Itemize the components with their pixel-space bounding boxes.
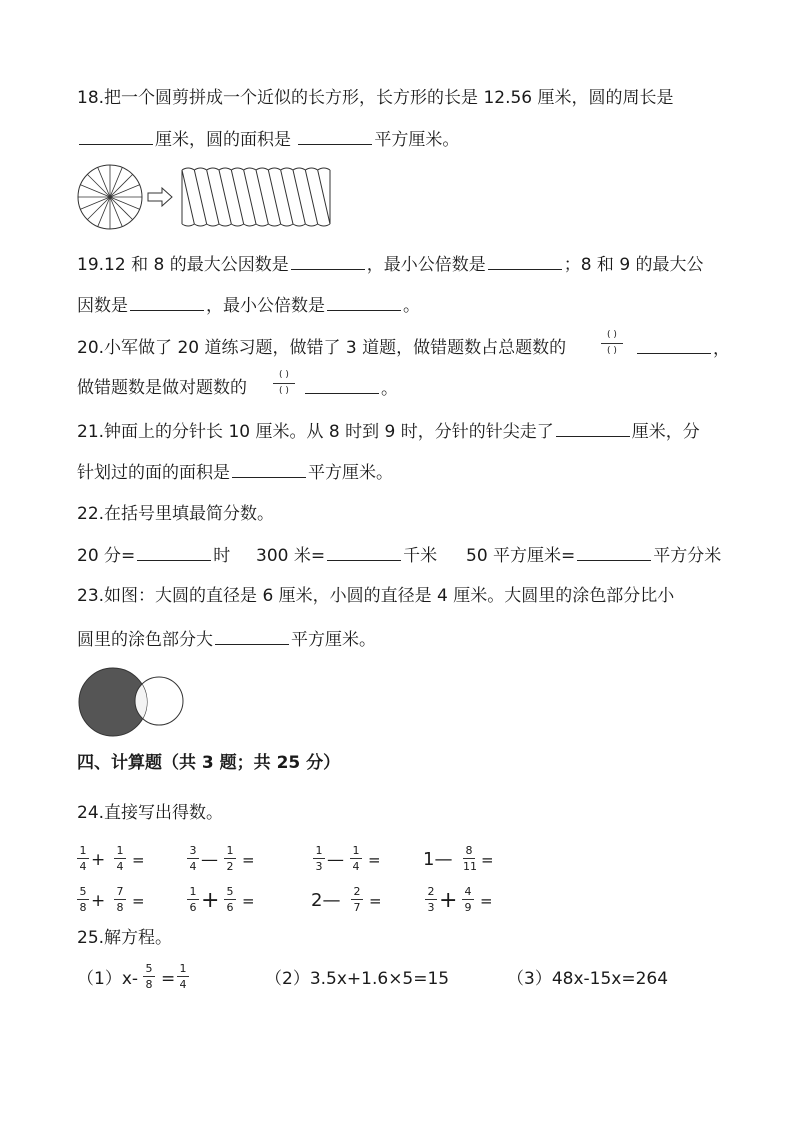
answer-blank[interactable] <box>577 544 651 561</box>
fraction-num: 1 <box>352 844 360 857</box>
fraction-num: 8 <box>465 844 473 857</box>
q20-blank-1 <box>635 337 730 360</box>
operator: + <box>201 888 220 913</box>
q22-item-right: 千米 <box>403 546 438 566</box>
approx-rectangle <box>182 168 330 226</box>
fraction-den: 3 <box>427 901 435 914</box>
fraction-den: 4 <box>179 978 187 991</box>
answer-blank[interactable] <box>327 544 401 561</box>
fraction <box>351 885 363 914</box>
q25-eq2: （2）3.5x+1.6×5=15 <box>265 969 450 989</box>
q19-text-e: ，最小公倍数是 <box>206 296 325 316</box>
q19-text-a: 19.12 和 8 的最大公因数是 <box>77 255 289 275</box>
fraction-den: 8 <box>145 978 153 991</box>
fraction-den: 4 <box>79 860 87 873</box>
equals-sign: = <box>368 851 381 869</box>
operator: — <box>201 850 218 870</box>
fraction-num: 1 <box>116 844 124 857</box>
fraction-num: 7 <box>116 885 124 898</box>
fraction-den: 9 <box>464 901 472 914</box>
fraction-num: 1 <box>315 844 323 857</box>
fraction-den: 4 <box>116 860 124 873</box>
q20-line1 <box>77 337 566 359</box>
q20-blank-2 <box>303 377 398 400</box>
fraction-num: 5 <box>79 885 87 898</box>
fraction <box>114 885 126 914</box>
q23-line1: 23.如图：大圆的直径是 6 厘米，小圆的直径是 4 厘米。大圆里的涂色部分比小 <box>77 586 675 606</box>
fraction-den: 4 <box>352 860 360 873</box>
q19-text-d: 因数是 <box>77 296 128 316</box>
fraction-den: ( ) <box>279 386 289 396</box>
fraction-num: ( ) <box>607 330 617 340</box>
q18-text-b: 平方厘米。 <box>374 130 460 150</box>
operator: — <box>327 850 344 870</box>
q22-title: 22.在括号里填最简分数。 <box>77 504 275 524</box>
q22-item-3 <box>466 544 721 567</box>
fraction-num: 4 <box>464 885 472 898</box>
fraction-placeholder <box>273 369 295 398</box>
fraction-num: 3 <box>189 844 197 857</box>
sector-circle <box>78 165 142 229</box>
answer-blank[interactable] <box>130 294 204 311</box>
q18-line1: 18.把一个圆剪拼成一个近似的长方形，长方形的长是 12.56 厘米，圆的周长是 <box>77 88 674 108</box>
fraction-den: 8 <box>79 901 87 914</box>
answer-blank[interactable] <box>215 628 289 645</box>
answer-blank[interactable] <box>488 253 562 270</box>
q25-eq3: （3）48x-15x=264 <box>507 969 669 989</box>
q23-text-a: 圆里的涂色部分大 <box>77 630 213 650</box>
q21-text-a: 21.钟面上的分针长 10 厘米。从 8 时到 9 时，分针的针尖走了 <box>77 422 554 442</box>
whole-number-minus: 2— <box>311 890 341 911</box>
q24-title: 24.直接写出得数。 <box>77 803 224 823</box>
operator: + <box>91 891 106 911</box>
fraction-num: 1 <box>179 962 187 975</box>
q25-eq1-frac <box>143 962 155 991</box>
equals-sign: = <box>132 892 145 910</box>
q19-text-c: ；8 和 9 的最大公 <box>563 255 704 275</box>
q19-line2 <box>77 294 420 317</box>
fraction-den: 8 <box>116 901 124 914</box>
q22-item-left: 20 分= <box>77 546 136 566</box>
fraction-num: 1 <box>79 844 87 857</box>
fraction <box>350 844 362 873</box>
q20-comma: ， <box>713 339 730 359</box>
fraction <box>187 844 199 873</box>
equals-sign: = <box>242 851 255 869</box>
q19-text-b: ，最小公倍数是 <box>366 255 486 275</box>
fraction-den: 11 <box>463 860 477 873</box>
q19-line1 <box>77 253 704 276</box>
answer-blank[interactable] <box>291 253 365 270</box>
equals-sign: = <box>480 892 493 910</box>
q21-text-d: 平方厘米。 <box>308 463 393 483</box>
q21-line1 <box>77 420 700 443</box>
fraction <box>77 844 89 873</box>
fraction <box>187 885 199 914</box>
fraction-den: 4 <box>189 860 197 873</box>
q18-text-a: 厘米，圆的面积是 <box>155 130 291 150</box>
equals-sign: = <box>132 851 145 869</box>
answer-blank[interactable] <box>327 294 401 311</box>
fraction-num: 2 <box>427 885 435 898</box>
fraction-num: ( ) <box>279 370 289 380</box>
fraction-num: 1 <box>226 844 234 857</box>
q22-item-2 <box>256 544 437 567</box>
q25-eq1-equals: = <box>161 969 176 989</box>
answer-blank[interactable] <box>298 128 372 145</box>
fraction-den: ( ) <box>607 346 617 356</box>
equals-sign: = <box>481 851 494 869</box>
q22-item-left: 50 平方厘米= <box>466 546 576 566</box>
q22-item-right: 平方分米 <box>653 546 722 566</box>
answer-blank[interactable] <box>637 337 711 354</box>
q20-text-a: 20.小军做了 20 道练习题，做错了 3 道题，做错题数占总题数的 <box>77 338 567 358</box>
q22-item-left: 300 米= <box>256 546 326 566</box>
fraction <box>463 844 475 873</box>
fraction-den: 2 <box>226 860 234 873</box>
q25-eq1-rhs <box>177 962 189 991</box>
fraction <box>114 844 126 873</box>
fraction-den: 6 <box>189 901 197 914</box>
answer-blank[interactable] <box>137 544 211 561</box>
fraction-num: 5 <box>226 885 234 898</box>
circle-to-rectangle-figure <box>76 164 336 230</box>
q18-line2 <box>77 128 459 151</box>
fraction <box>425 885 437 914</box>
q22-item-right: 时 <box>213 546 231 566</box>
q20-period: 。 <box>381 379 398 399</box>
fraction-num: 1 <box>189 885 197 898</box>
fraction-num: 2 <box>353 885 361 898</box>
fraction <box>313 844 325 873</box>
q23-text-b: 平方厘米。 <box>291 630 376 650</box>
fraction <box>462 885 474 914</box>
operator: + <box>91 850 106 870</box>
fraction-den: 7 <box>353 901 361 914</box>
fraction-placeholder <box>601 329 623 358</box>
equals-sign: = <box>242 892 255 910</box>
section-heading: 四、计算题（共 3 题；共 25 分） <box>77 753 341 773</box>
overlapping-circles-figure <box>76 666 188 738</box>
q20-line2 <box>77 377 247 399</box>
answer-blank[interactable] <box>305 377 379 394</box>
whole-number-minus: 1— <box>423 849 453 870</box>
fraction <box>224 844 236 873</box>
q21-line2 <box>77 461 393 484</box>
fraction <box>77 885 89 914</box>
q19-text-f: 。 <box>403 296 420 316</box>
q25-eq1-label: （1）x- <box>77 969 139 989</box>
answer-blank[interactable] <box>79 128 153 145</box>
fraction-num: 5 <box>145 962 153 975</box>
answer-blank[interactable] <box>556 420 630 437</box>
fraction-den: 3 <box>315 860 323 873</box>
fraction <box>224 885 236 914</box>
arrow-icon <box>148 188 172 206</box>
q21-text-b: 厘米，分 <box>631 422 700 442</box>
q25-title: 25.解方程。 <box>77 928 173 948</box>
answer-blank[interactable] <box>232 461 306 478</box>
q20-text-b: 做错题数是做对题数的 <box>77 378 247 398</box>
operator: + <box>439 888 458 913</box>
q21-text-c: 针划过的面的面积是 <box>77 463 230 483</box>
q22-item-1 <box>77 544 230 567</box>
fraction-den: 6 <box>226 901 234 914</box>
q23-line2 <box>77 628 376 651</box>
equals-sign: = <box>369 892 382 910</box>
